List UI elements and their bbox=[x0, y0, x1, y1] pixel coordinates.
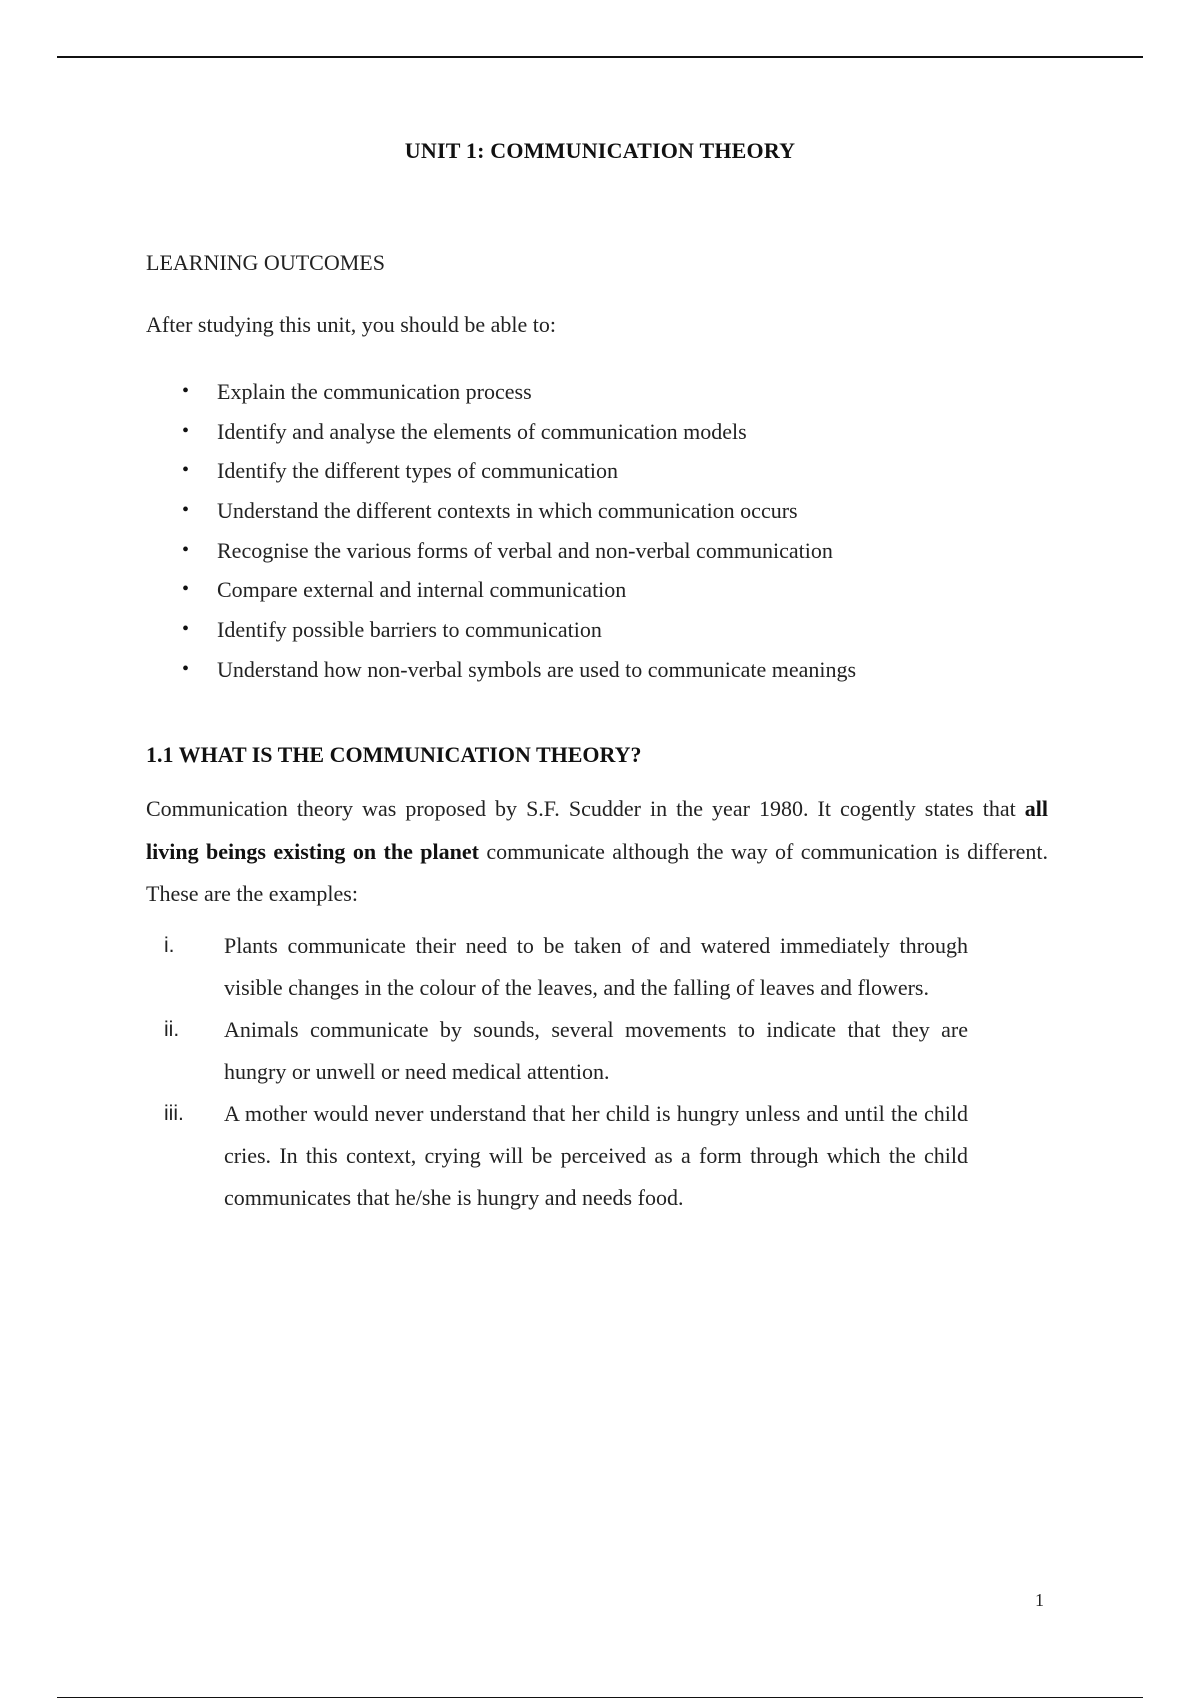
list-number: iii. bbox=[164, 1102, 184, 1125]
page-number: 1 bbox=[1035, 1590, 1044, 1610]
paragraph-text-start: Communication theory was proposed by S.F. Scudder in the year 1980. It cogently states that bbox=[146, 796, 1025, 821]
list-item bbox=[146, 412, 856, 452]
outcome-text: Compare external and internal communication bbox=[217, 577, 627, 603]
list-item bbox=[146, 491, 856, 531]
outcome-text: Understand the different contexts in which communication occurs bbox=[217, 498, 798, 524]
list-item bbox=[146, 570, 856, 610]
bullet-icon: • bbox=[182, 578, 190, 601]
list-number: i. bbox=[164, 934, 175, 957]
learning-outcomes-list bbox=[146, 372, 856, 690]
outcome-text: Identify and analyse the elements of communication models bbox=[217, 418, 747, 444]
list-item bbox=[146, 451, 856, 491]
bullet-icon: • bbox=[182, 618, 190, 641]
footer-rule bbox=[57, 1697, 1143, 1698]
list-number: ii. bbox=[164, 1018, 180, 1041]
intro-text: After studying this unit, you should be able to: bbox=[146, 312, 557, 337]
bullet-icon: • bbox=[182, 657, 190, 680]
list-item bbox=[146, 650, 856, 690]
section-heading: 1.1 WHAT IS THE COMMUNICATION THEORY? bbox=[146, 742, 642, 767]
outcome-text: Understand how non-verbal symbols are used to communicate meanings bbox=[217, 656, 857, 682]
example-text: Animals communicate by sounds, several movements to indicate that they are hungry or unwell or need medical attention. bbox=[224, 1017, 968, 1084]
list-item bbox=[146, 1093, 968, 1219]
bullet-icon: • bbox=[182, 419, 190, 442]
examples-list bbox=[146, 925, 968, 1219]
outcome-text: Recognise the various forms of verbal and non-verbal communication bbox=[217, 537, 833, 563]
list-item bbox=[146, 531, 856, 571]
outcome-text: Explain the communication process bbox=[217, 379, 532, 404]
list-item bbox=[146, 1009, 968, 1093]
list-item bbox=[146, 925, 968, 1009]
header-rule bbox=[57, 56, 1143, 58]
outcome-text: Identify the different types of communication bbox=[217, 458, 618, 484]
section-paragraph bbox=[146, 788, 1048, 916]
paragraph-bold-text: all living beings existing on the planet bbox=[146, 796, 1048, 864]
learning-outcomes-heading: LEARNING OUTCOMES bbox=[146, 250, 385, 275]
unit-title: UNIT 1: COMMUNICATION THEORY bbox=[404, 138, 796, 163]
outcome-text: Identify possible barriers to communication bbox=[217, 617, 602, 643]
bullet-icon: • bbox=[182, 459, 190, 482]
example-text: A mother would never understand that her child is hungry unless and until the child cries. In this context, crying will be perceived as a form through which the child communicates that he/she is hungry and needs food. bbox=[224, 1101, 968, 1210]
bullet-icon: • bbox=[182, 538, 190, 561]
list-item bbox=[146, 372, 856, 412]
bullet-icon: • bbox=[182, 499, 190, 522]
example-text: Plants communicate their need to be taken of and watered immediately through visible changes in the colour of the leaves, and the falling of leaves and flowers. bbox=[224, 933, 968, 1000]
list-item bbox=[146, 610, 856, 650]
bullet-icon: • bbox=[182, 380, 190, 402]
paragraph-text-end: communicate although the way of communication is different. These are the examples: bbox=[146, 838, 1048, 906]
